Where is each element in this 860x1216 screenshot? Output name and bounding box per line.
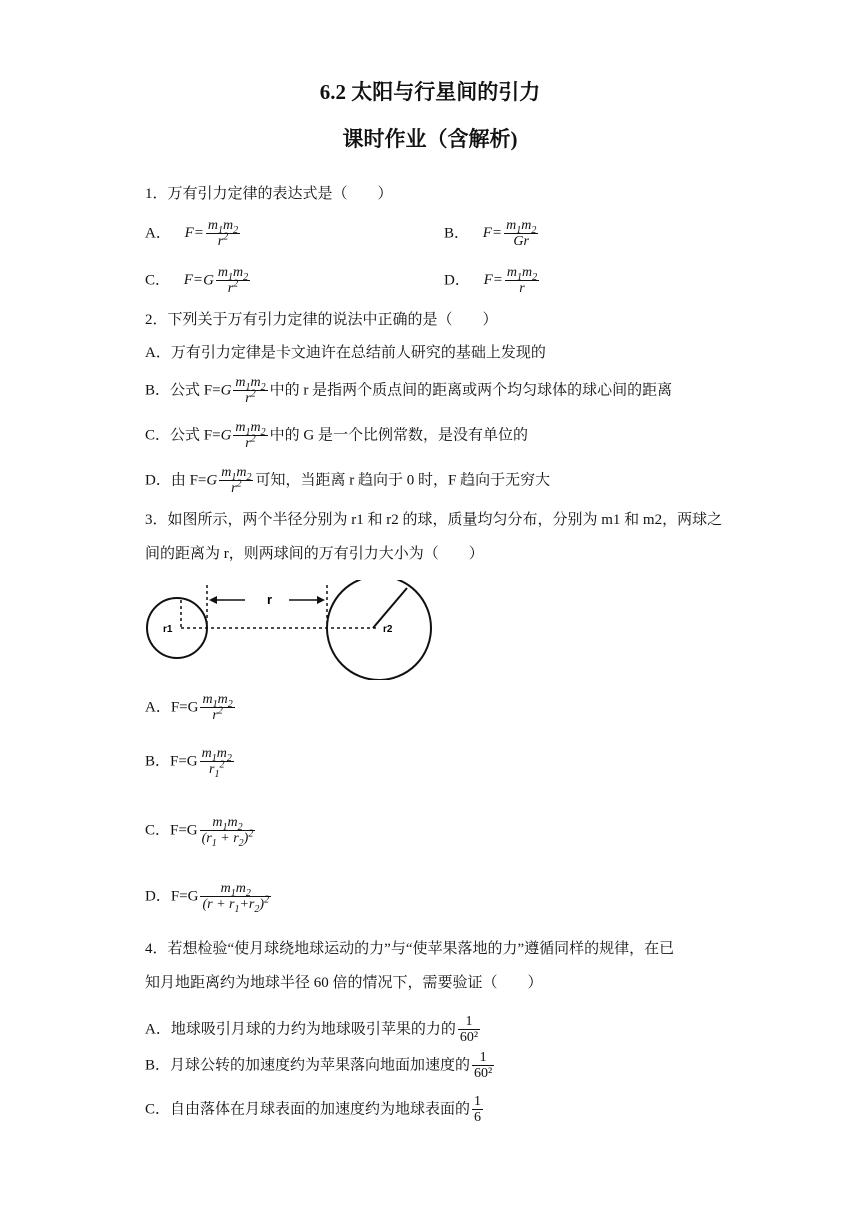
arrowhead-left-icon xyxy=(209,596,217,604)
option-letter: A． xyxy=(145,225,171,242)
q1-stem: 1．万有引力定律的表达式是（ ） xyxy=(145,186,393,202)
radius-2-line xyxy=(373,588,407,628)
option-prefix: D．由 F= xyxy=(145,472,207,489)
fraction: $\frac{1}{\text{60²}}$ xyxy=(474,1050,493,1082)
option-suffix: 可知，当距离 r 趋向于 0 时，F 趋向于无穷大 xyxy=(255,472,551,489)
option-letter: D． xyxy=(444,272,470,289)
option-prefix: C．F=G xyxy=(145,822,198,839)
q1-option-d xyxy=(444,265,541,297)
q1-option-c xyxy=(145,265,252,297)
fraction: $\frac{m_1m_2}{(r_1 + r_2)^2}$ xyxy=(201,815,254,850)
fraction: $\frac{m_1m_2}{(r + r_1+r_2)^2}$ xyxy=(202,881,270,916)
option-suffix: 中的 G 是一个比例常数，是没有单位的 xyxy=(269,427,528,444)
formula-lhs: F= xyxy=(482,225,503,242)
q3-option-a xyxy=(145,692,237,724)
option-text: A．地球吸引月球的力约为地球吸引苹果的力的 xyxy=(145,1021,456,1038)
sphere-1 xyxy=(147,598,207,658)
formula-lhs: F= xyxy=(183,272,204,289)
doc-subtitle: 课时作业（含解析) xyxy=(342,127,518,151)
q4-line-1: 4．若想检验“使月球绕地球运动的力”与“使苹果落地的力”遵循同样的规律，在已 xyxy=(145,941,675,957)
sphere-2 xyxy=(327,580,431,680)
fraction: $\frac{m_1m_2}{r^2}$ xyxy=(217,265,249,297)
fraction: $\frac{m_1m_2}{r^2}$ xyxy=(221,465,252,497)
formula-lhs: F= xyxy=(483,272,503,289)
option-prefix: C．公式 F= xyxy=(145,427,221,444)
q2-option-a: A．万有引力定律是卡文迪许在总结前人研究的基础上发现的 xyxy=(145,345,546,361)
fraction: $\frac{m_1m_2}{r^2}$ xyxy=(235,420,266,452)
fraction: $\frac{m_1m_2}{r_1^2}$ xyxy=(201,746,232,781)
option-text: B．月球公转的加速度约为苹果落向地面加速度的 xyxy=(145,1057,471,1074)
option-prefix: B．公式 F= xyxy=(145,382,221,399)
two-spheres-figure xyxy=(145,580,435,680)
q4-option-a xyxy=(145,1014,482,1046)
q4-option-c xyxy=(145,1094,485,1126)
q2-stem: 2．下列关于万有引力定律的说法中正确的是（ ） xyxy=(145,312,498,328)
q3-option-d xyxy=(145,881,273,916)
fraction: $\frac{m_1m_2}{r^2}$ xyxy=(207,218,239,250)
option-prefix: A．F=G xyxy=(145,699,199,716)
option-prefix: B．F=G xyxy=(145,753,198,770)
q4-line-2: 知月地距离约为地球半径 60 倍的情况下，需要验证（ ） xyxy=(145,975,543,991)
q4-option-b xyxy=(145,1050,496,1082)
option-text: C．自由落体在月球表面的加速度约为地球表面的 xyxy=(145,1101,471,1118)
q3-option-b xyxy=(145,746,236,781)
q2-option-b: B．公式 F=G $\frac{m_1m_2}{r^2}$ 中的 r 是指两个质点间的距离或两个均匀球体的球心间的距离 xyxy=(145,375,673,407)
doc-title: 6.2 太阳与行星间的引力 xyxy=(319,80,541,104)
option-suffix: 中的 r 是指两个质点间的距离或两个均匀球体的球心间的距离 xyxy=(269,382,673,399)
fraction: $\frac{m_1m_2}{r^2}$ xyxy=(202,692,233,724)
option-letter: C． xyxy=(145,272,171,289)
r1-label: r1 xyxy=(163,624,173,635)
q3-option-c xyxy=(145,815,257,850)
fraction: $\frac{1}{6}$ xyxy=(474,1094,482,1126)
q3-line-2: 间的距离为 r，则两球间的万有引力大小为（ ） xyxy=(145,546,484,562)
fraction: $\frac{m_1m_2}{r}$ xyxy=(506,265,538,297)
q2-option-c: C．公式 F=G $\frac{m_1m_2}{r^2}$ 中的 G 是一个比例常数，是没有单位的 xyxy=(145,420,528,452)
fraction: $\frac{1}{\text{60²}}$ xyxy=(459,1014,479,1046)
distance-label: r xyxy=(267,592,273,607)
arrowhead-right-icon xyxy=(317,596,325,604)
option-letter: B． xyxy=(444,225,470,242)
q1-option-b xyxy=(444,218,540,250)
q2-option-d: D．由 F=G $\frac{m_1m_2}{r^2}$ 可知，当距离 r 趋向于 0 时，F 趋向于无穷大 xyxy=(145,465,551,497)
q3-line-1: 3．如图所示，两个半径分别为 r1 和 r2 的球，质量均匀分布，分别为 m1 和 m2，两球之 xyxy=(145,512,723,528)
formula-g: G xyxy=(203,272,214,289)
fraction: $\frac{m_1m_2}{Gr}$ xyxy=(506,218,537,250)
q1-option-a xyxy=(145,218,242,250)
formula-lhs: F= xyxy=(184,225,204,242)
option-prefix: D．F=G xyxy=(145,888,199,905)
r2-label: r2 xyxy=(383,624,393,635)
fraction: $\frac{m_1m_2}{r^2}$ xyxy=(235,375,266,407)
